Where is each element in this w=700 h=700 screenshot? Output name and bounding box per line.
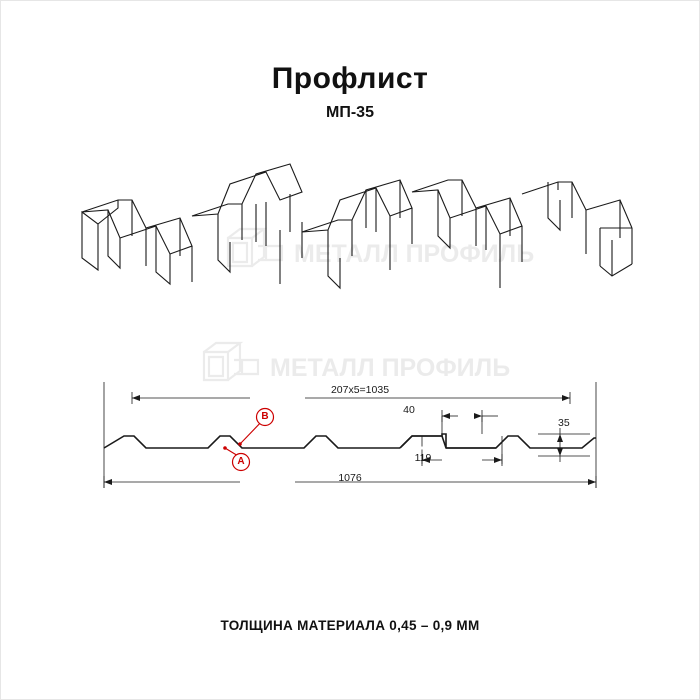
dimension-total-width: 1076 bbox=[338, 472, 362, 484]
dimension-rib-pitch: 119 bbox=[414, 452, 432, 464]
dimension-rib-top-width: 40 bbox=[403, 404, 415, 416]
material-thickness-note: ТОЛЩИНА МАТЕРИАЛА 0,45 – 0,9 ММ bbox=[220, 618, 480, 633]
page-title: Профлист bbox=[271, 62, 429, 95]
isometric-view bbox=[60, 170, 640, 310]
dimension-working-width: 207х5=1035 bbox=[330, 384, 390, 396]
callout-a bbox=[231, 452, 251, 472]
callout-b bbox=[255, 407, 275, 427]
dimension-height: 35 bbox=[558, 417, 570, 429]
svg-text:МЕТАЛЛ ПРОФИЛЬ: МЕТАЛЛ ПРОФИЛЬ bbox=[294, 240, 535, 268]
callout-a-label: A bbox=[237, 456, 245, 467]
profile-model-label: МП-35 bbox=[326, 104, 374, 121]
svg-text:МЕТАЛЛ ПРОФИЛЬ: МЕТАЛЛ ПРОФИЛЬ bbox=[270, 354, 511, 382]
callout-b-label: B bbox=[261, 411, 269, 422]
